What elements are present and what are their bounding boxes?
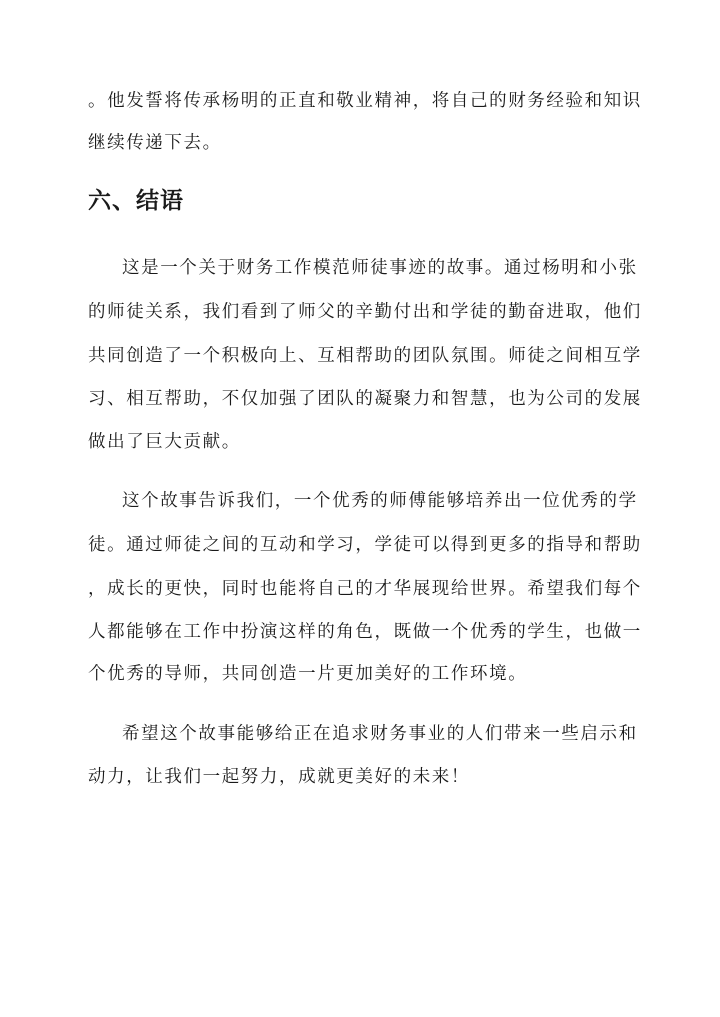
paragraph-line: 做出了巨大贡献。 (88, 432, 241, 452)
paragraph-line: 徒。通过师徒之间的互动和学习，学徒可以得到更多的指导和帮助 (88, 535, 642, 555)
paragraph-line: 这是一个关于财务工作模范师徒事迹的故事。通过杨明和小张 (122, 258, 638, 278)
paragraph-line: ，成长的更快，同时也能将自己的才华展现给世界。希望我们每个 (88, 579, 642, 599)
paragraph-line: 个优秀的导师，共同创造一片更加美好的工作环境。 (88, 664, 528, 684)
paragraph-line: 动力，让我们一起努力，成就更美好的未来！ (88, 767, 470, 787)
paragraph-line: 的师徒关系，我们看到了师父的辛勤付出和学徒的勤奋进取，他们 (88, 302, 642, 322)
section-heading: 六、结语 (88, 187, 184, 214)
paragraph-line: 共同创造了一个积极向上、互相帮助的团队氛围。师徒之间相互学 (88, 346, 642, 366)
paragraph-line: 人都能够在工作中扮演这样的角色，既做一个优秀的学生，也做一 (88, 622, 642, 642)
paragraph-line: 。他发誓将传承杨明的正直和敬业精神，将自己的财务经验和知识 (88, 91, 642, 111)
paragraph-line: 习、相互帮助，不仅加强了团队的凝聚力和智慧，也为公司的发展 (88, 389, 642, 409)
paragraph-line: 希望这个故事能够给正在追求财务事业的人们带来一些启示和 (122, 724, 638, 744)
paragraph-line: 这个故事告诉我们，一个优秀的师傅能够培养出一位优秀的学 (122, 491, 638, 511)
paragraph-line: 继续传递下去。 (88, 133, 222, 153)
